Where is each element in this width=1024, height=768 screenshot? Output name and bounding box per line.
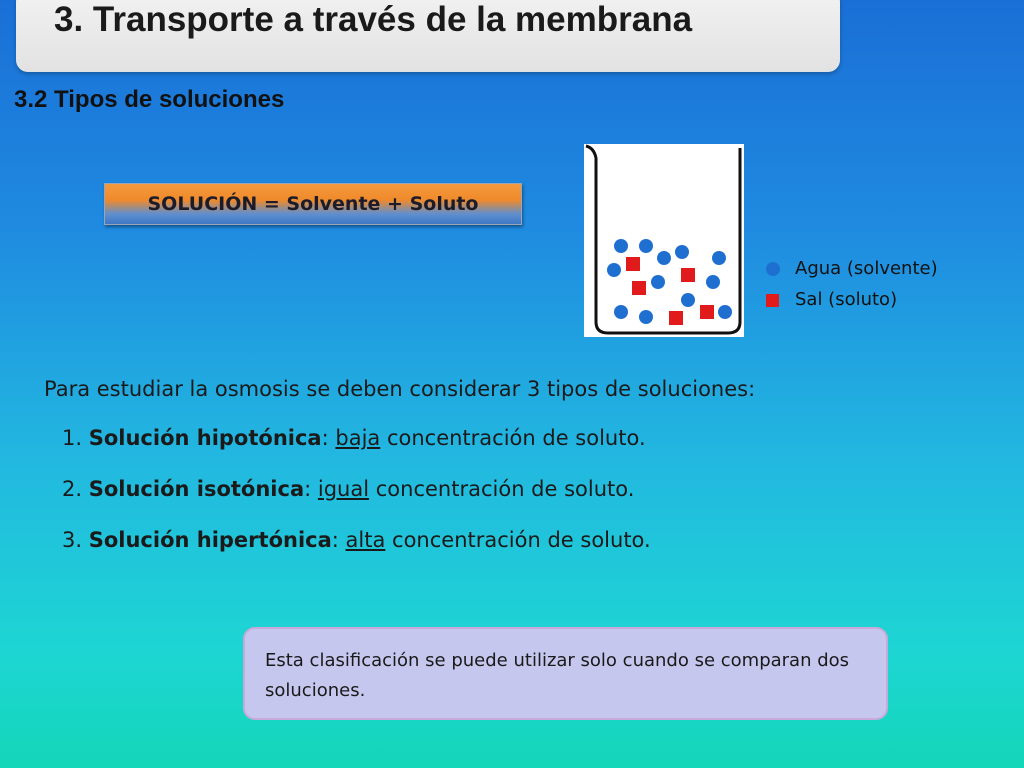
beaker-outline xyxy=(586,146,740,333)
legend-salt-marker xyxy=(766,294,779,307)
item-sep: : xyxy=(304,477,318,501)
intro-text: Para estudiar la osmosis se deben considerar 3 tipos de soluciones: xyxy=(44,377,756,401)
water-dot xyxy=(718,305,732,319)
slide-title: 3. Transporte a través de la membrana xyxy=(54,0,693,39)
title-bar xyxy=(16,0,840,72)
note-box xyxy=(243,627,888,720)
water-dot xyxy=(651,275,665,289)
salt-square xyxy=(626,257,640,271)
item-term: Solución isotónica xyxy=(88,477,305,501)
item-number: 2. xyxy=(62,477,89,501)
legend-water-label: Agua (solvente) xyxy=(795,258,938,279)
water-dot xyxy=(607,263,621,277)
water-dot xyxy=(639,310,653,324)
water-dot xyxy=(639,239,653,253)
item-number: 1. xyxy=(62,426,89,450)
beaker-diagram xyxy=(584,144,744,337)
solution-item-hypertonic xyxy=(62,528,651,552)
salt-square xyxy=(669,311,683,325)
item-key: baja xyxy=(335,426,381,450)
item-key: igual xyxy=(317,477,370,501)
item-term: Solución hipertónica xyxy=(88,528,332,552)
water-dot xyxy=(706,275,720,289)
water-dot xyxy=(614,239,628,253)
water-dot xyxy=(681,293,695,307)
solution-item-hypotonic xyxy=(62,426,646,450)
salt-square xyxy=(632,281,646,295)
water-dot xyxy=(712,251,726,265)
beaker-svg xyxy=(584,144,744,337)
item-rest: concentración de soluto. xyxy=(380,426,646,450)
salt-square xyxy=(681,268,695,282)
item-sep: : xyxy=(331,528,346,552)
formula-box xyxy=(104,183,522,225)
item-term: Solución hipotónica xyxy=(88,426,322,450)
legend-water-marker xyxy=(766,262,780,276)
item-rest: concentración de soluto. xyxy=(369,477,635,501)
slide-subtitle: 3.2 Tipos de soluciones xyxy=(14,86,285,113)
legend-salt-label: Sal (soluto) xyxy=(795,289,898,310)
solution-item-isotonic xyxy=(62,477,634,501)
item-rest: concentración de soluto. xyxy=(385,528,651,552)
salt-particles xyxy=(626,257,714,325)
formula-text: SOLUCIÓN = Solvente + Soluto xyxy=(147,193,479,215)
water-dot xyxy=(657,251,671,265)
salt-square xyxy=(700,305,714,319)
item-sep: : xyxy=(321,426,336,450)
item-key: alta xyxy=(345,528,386,552)
water-dot xyxy=(675,245,689,259)
water-dot xyxy=(614,305,628,319)
note-text: Esta clasificación se puede utilizar solo cuando se comparan dos soluciones. xyxy=(265,650,850,701)
item-number: 3. xyxy=(62,528,89,552)
